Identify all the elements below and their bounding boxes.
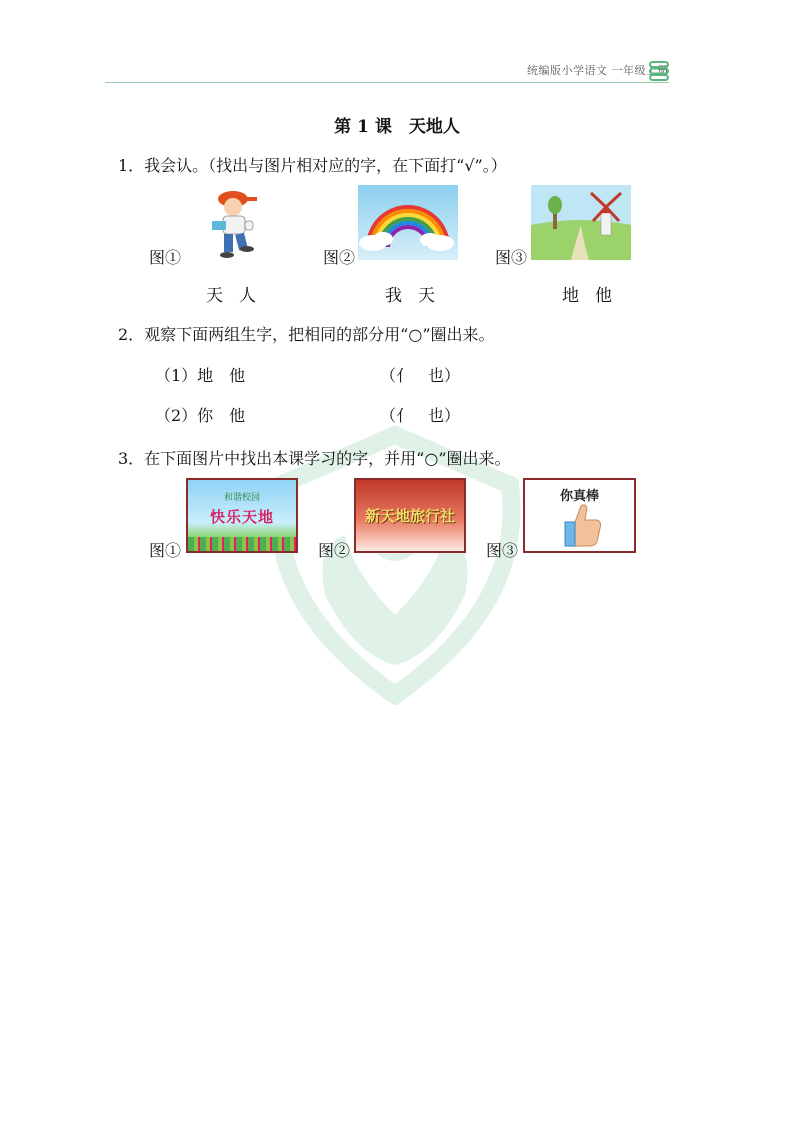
q1-chars-2: 我天	[385, 286, 451, 306]
rainbow-image-icon	[358, 185, 458, 260]
question-3-prompt: 3．在下面图片中找出本课学习的字，并用“○”圈出来。	[118, 449, 511, 468]
lesson-title: 第 1 课 天地人	[334, 117, 460, 137]
praise-card-image	[523, 478, 636, 553]
thumbs-up-icon	[563, 502, 603, 548]
q2-row-1-left: （1）地 他	[155, 366, 246, 385]
q3-label-2: 图②	[318, 541, 351, 560]
grass-flowers-decoration	[188, 537, 296, 551]
q2-row-1-right: （亻 也）	[380, 366, 461, 385]
q1-label-2: 图②	[323, 248, 356, 267]
header-divider	[105, 82, 669, 83]
boy-image-icon	[205, 185, 267, 260]
header-text: 统编版小学语文 一年级上册	[527, 64, 669, 77]
q3-label-3: 图③	[486, 541, 519, 560]
travel-agency-sign-image	[354, 478, 466, 553]
q3-label-1: 图①	[149, 541, 182, 560]
q2-row-2-left: （2）你 他	[155, 406, 246, 425]
campus-sign-big-text: 快乐天地	[209, 508, 274, 526]
q1-label-1: 图①	[149, 248, 182, 267]
windmill-image-icon	[531, 185, 631, 260]
travel-agency-sign-text: 新天地旅行社	[364, 507, 455, 525]
campus-sign-image	[186, 478, 298, 553]
q1-chars-3: 地他	[562, 286, 628, 306]
question-2-prompt: 2．观察下面两组生字，把相同的部分用“○”圈出来。	[118, 325, 495, 344]
book-logo-icon	[648, 60, 670, 82]
q1-label-3: 图③	[495, 248, 528, 267]
q1-chars-1: 天人	[206, 286, 272, 306]
q2-row-2-right: （亻 也）	[380, 406, 461, 425]
praise-card-text: 你真棒	[559, 489, 599, 504]
campus-sign-small-text: 和谐校园	[223, 493, 260, 503]
question-1-prompt: 1．我会认。（找出与图片相对应的字，在下面打“√”。）	[118, 156, 507, 175]
